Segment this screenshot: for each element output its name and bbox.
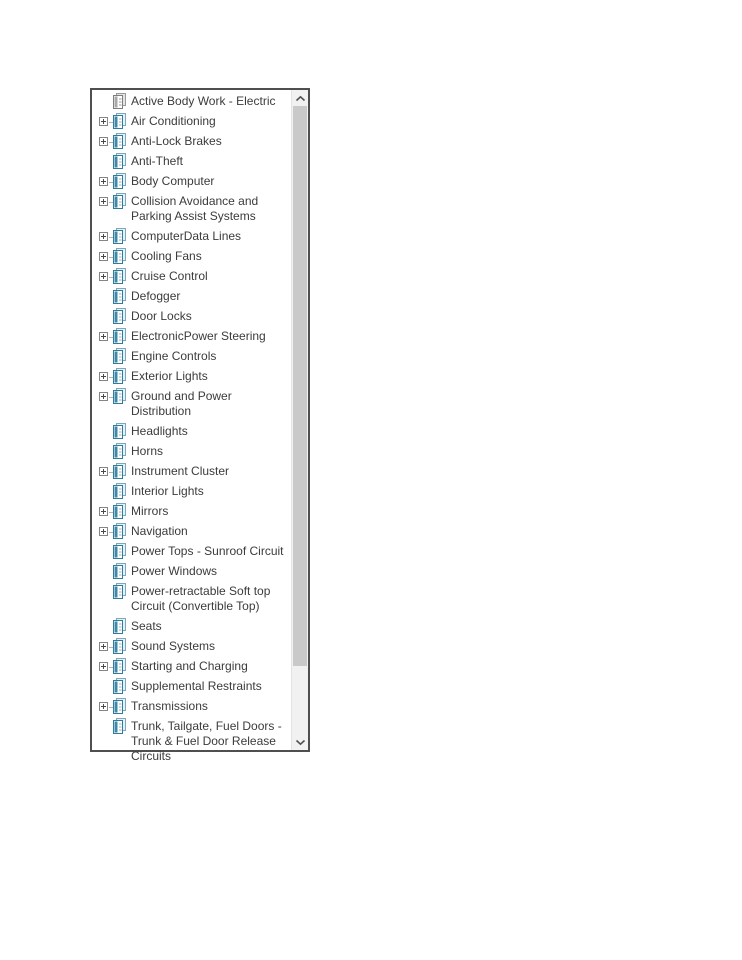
expand-cell [99, 564, 112, 579]
scrollbar-thumb[interactable] [293, 106, 307, 666]
tree-item-label[interactable]: Anti-Lock Brakes [131, 134, 222, 148]
tree-item-label[interactable]: Power Windows [131, 564, 218, 578]
expand-plus-button[interactable] [99, 332, 108, 341]
tree-item[interactable] [92, 112, 291, 132]
expand-plus-button[interactable] [99, 232, 108, 241]
expand-cell [99, 174, 112, 189]
tree-item[interactable] [92, 462, 291, 482]
tree-item[interactable] [92, 92, 291, 112]
tree-item-label[interactable]: Door Locks [131, 309, 192, 323]
expand-cell [99, 544, 112, 559]
tree-item-label[interactable]: Supplemental Restraints [131, 679, 262, 693]
expand-cell [99, 249, 112, 264]
expand-cell [99, 309, 112, 324]
expand-cell [99, 94, 112, 109]
tree-item[interactable] [92, 542, 291, 562]
tree-item-label[interactable]: Seats [131, 619, 162, 633]
document-teal-icon [112, 308, 127, 324]
tree-item-label[interactable]: Cooling Fans [131, 249, 202, 263]
document-teal-icon [112, 423, 127, 439]
tree-item-label[interactable]: Headlights [131, 424, 188, 438]
document-teal-icon [112, 483, 127, 499]
expand-plus-button[interactable] [99, 507, 108, 516]
expand-cell [99, 504, 112, 519]
tree-item-label[interactable]: Navigation [131, 524, 188, 538]
document-teal-icon [112, 698, 127, 714]
tree-item-label[interactable]: Mirrors [131, 504, 169, 518]
expand-cell [99, 424, 112, 439]
scroll-up-button[interactable] [292, 90, 308, 106]
document-teal-icon [112, 228, 127, 244]
document-teal-icon [112, 388, 127, 404]
expand-plus-button[interactable] [99, 392, 108, 401]
tree-item[interactable] [92, 502, 291, 522]
document-teal-icon [112, 618, 127, 634]
tree-item[interactable] [92, 227, 291, 247]
tree-item[interactable] [92, 152, 291, 172]
expand-cell [99, 679, 112, 694]
chevron-up-icon [296, 96, 305, 101]
tree-item[interactable] [92, 657, 291, 677]
document-teal-icon [112, 193, 127, 209]
document-stack-gray-icon [112, 93, 127, 109]
document-teal-icon [112, 368, 127, 384]
document-teal-icon [112, 523, 127, 539]
document-teal-icon [112, 718, 127, 734]
tree-item-label[interactable]: Transmissions [131, 699, 208, 713]
document-teal-icon [112, 543, 127, 559]
tree-item-label[interactable]: ElectronicPower Steering [131, 329, 266, 343]
tree-item[interactable] [92, 192, 291, 227]
expand-cell [99, 154, 112, 169]
tree-item[interactable] [92, 327, 291, 347]
tree-item-label[interactable]: Starting and Charging [131, 659, 248, 673]
tree-item-label[interactable]: Ground and Power Distribution [131, 389, 232, 418]
tree-item-label[interactable]: Defogger [131, 289, 181, 303]
document-teal-icon [112, 463, 127, 479]
tree-item-label[interactable]: Anti-Theft [131, 154, 184, 168]
tree-item[interactable] [92, 442, 291, 462]
expand-cell [99, 194, 112, 209]
expand-cell [99, 719, 112, 734]
document-teal-icon [112, 173, 127, 189]
expand-plus-button[interactable] [99, 197, 108, 206]
tree-item[interactable] [92, 422, 291, 442]
tree-item[interactable] [92, 637, 291, 657]
tree-item-label[interactable]: Horns [131, 444, 164, 458]
tree-item[interactable] [92, 717, 291, 767]
document-teal-icon [112, 348, 127, 364]
expand-plus-button[interactable] [99, 372, 108, 381]
expand-cell [99, 269, 112, 284]
expand-cell [99, 389, 112, 404]
expand-cell [99, 444, 112, 459]
tree-item-label[interactable]: Power-retractable Soft top Circuit (Convertible Top) [131, 584, 271, 613]
tree-item-label[interactable]: Collision Avoidance and Parking Assist Systems [131, 194, 259, 223]
tree-item[interactable] [92, 287, 291, 307]
tree-item-label[interactable]: Active Body Work - Electric [131, 94, 276, 108]
expand-plus-button[interactable] [99, 117, 108, 126]
tree-item[interactable] [92, 522, 291, 542]
expand-cell [99, 659, 112, 674]
category-tree-list [92, 90, 291, 763]
tree-item-label[interactable]: Sound Systems [131, 639, 216, 653]
scroll-down-button[interactable] [292, 734, 308, 750]
expand-cell [99, 329, 112, 344]
tree-item[interactable] [92, 582, 291, 617]
expand-cell [99, 349, 112, 364]
expand-plus-button[interactable] [99, 662, 108, 671]
tree-item-label[interactable]: Cruise Control [131, 269, 208, 283]
expand-cell [99, 639, 112, 654]
tree-item[interactable] [92, 307, 291, 327]
expand-cell [99, 229, 112, 244]
expand-cell [99, 464, 112, 479]
expand-cell [99, 584, 112, 599]
expand-plus-button[interactable] [99, 272, 108, 281]
tree-item[interactable] [92, 172, 291, 192]
expand-cell [99, 619, 112, 634]
tree-item-label[interactable]: ComputerData Lines [131, 229, 242, 243]
expand-plus-button[interactable] [99, 137, 108, 146]
document-teal-icon [112, 658, 127, 674]
document-teal-icon [112, 113, 127, 129]
tree-item-label[interactable]: Exterior Lights [131, 369, 208, 383]
tree-item[interactable] [92, 132, 291, 152]
expand-plus-button[interactable] [99, 642, 108, 651]
tree-item[interactable] [92, 387, 291, 422]
tree-item[interactable] [92, 347, 291, 367]
tree-item[interactable] [92, 697, 291, 717]
expand-cell [99, 524, 112, 539]
expand-cell [99, 699, 112, 714]
document-teal-icon [112, 328, 127, 344]
tree-item[interactable] [92, 367, 291, 387]
document-teal-icon [112, 248, 127, 264]
document-teal-icon [112, 153, 127, 169]
document-teal-icon [112, 563, 127, 579]
tree-item[interactable] [92, 482, 291, 502]
vertical-scrollbar[interactable] [291, 90, 308, 750]
expand-plus-button[interactable] [99, 702, 108, 711]
tree-item[interactable] [92, 267, 291, 287]
document-teal-icon [112, 583, 127, 599]
expand-plus-button[interactable] [99, 467, 108, 476]
tree-item-label[interactable]: Body Computer [131, 174, 215, 188]
document-teal-icon [112, 503, 127, 519]
tree-item-label[interactable]: Engine Controls [131, 349, 217, 363]
scrollbar-track[interactable] [292, 106, 308, 734]
expand-plus-button[interactable] [99, 252, 108, 261]
tree-item[interactable] [92, 247, 291, 267]
tree-item-label[interactable]: Power Tops - Sunroof Circuit [131, 544, 284, 558]
expand-cell [99, 134, 112, 149]
document-teal-icon [112, 638, 127, 654]
expand-cell [99, 369, 112, 384]
expand-cell [99, 289, 112, 304]
expand-plus-button[interactable] [99, 527, 108, 536]
expand-plus-button[interactable] [99, 177, 108, 186]
tree-item[interactable] [92, 617, 291, 637]
tree-item[interactable] [92, 562, 291, 582]
document-teal-icon [112, 678, 127, 694]
tree-item-label[interactable]: Interior Lights [131, 484, 204, 498]
chevron-down-icon [296, 740, 305, 745]
expand-cell [99, 114, 112, 129]
document-teal-icon [112, 268, 127, 284]
document-teal-icon [112, 288, 127, 304]
tree-item-label[interactable]: Trunk, Tailgate, Fuel Doors - Trunk & Fuel Door Release Circuits [131, 719, 282, 763]
document-teal-icon [112, 133, 127, 149]
tree-item[interactable] [92, 677, 291, 697]
expand-cell [99, 484, 112, 499]
tree-item-label[interactable]: Instrument Cluster [131, 464, 230, 478]
document-teal-icon [112, 443, 127, 459]
category-tree-panel [90, 88, 310, 763]
tree-item-label[interactable]: Air Conditioning [131, 114, 216, 128]
